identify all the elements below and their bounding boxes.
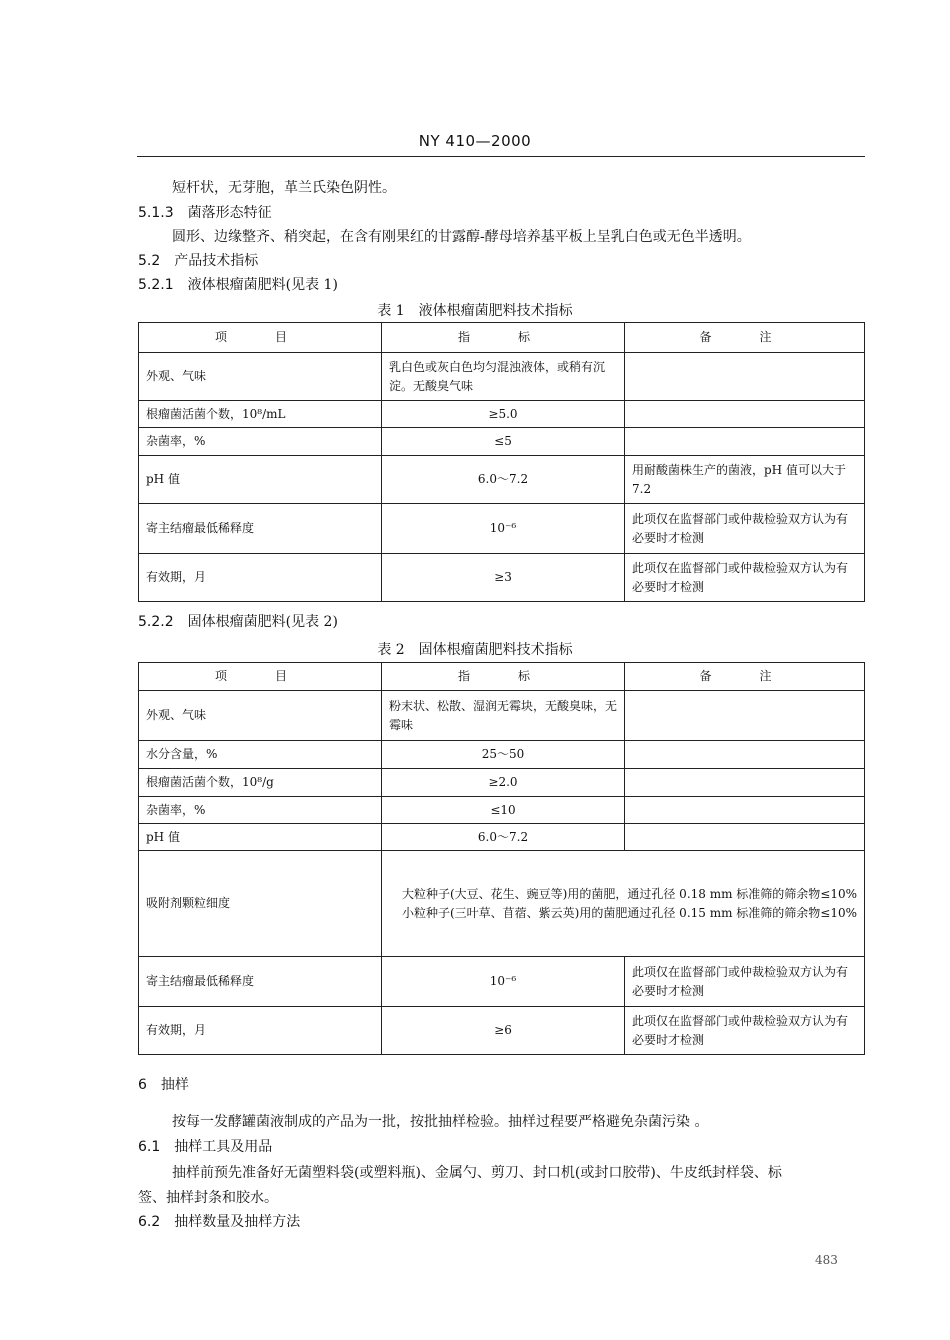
value-cell: 乳白色或灰白色均匀混浊液体，或稍有沉淀。无酸臭气味 <box>382 353 625 401</box>
section-number: 5.2 <box>138 253 161 269</box>
paragraph-line: 抽样前预先准备好无菌塑料袋(或塑料瓶)、金属勺、剪刀、封口机(或封口胶带)、牛皮纸封样袋、标 <box>172 1165 782 1181</box>
value-cell: ≥2.0 <box>382 769 625 797</box>
item-cell: 外观、气味 <box>139 691 382 741</box>
note-cell <box>625 824 865 851</box>
value-cell: ≤10 <box>382 797 625 824</box>
note-cell: 此项仅在监督部门或仲裁检验双方认为有必要时才检测 <box>625 554 865 602</box>
header-rule <box>137 156 865 157</box>
section-number: 6.2 <box>138 1214 161 1230</box>
note-cell <box>625 797 865 824</box>
table-row <box>139 691 865 741</box>
table-1-caption: 表 1 液体根瘤菌肥料技术指标 <box>377 303 573 319</box>
table-row <box>139 456 865 504</box>
column-header: 指 标 <box>382 323 625 353</box>
value-cell: 6.0～7.2 <box>382 824 625 851</box>
item-cell: 有效期，月 <box>139 554 382 602</box>
note-cell <box>625 353 865 401</box>
item-cell: 吸附剂颗粒细度 <box>139 851 382 957</box>
note-cell <box>625 401 865 428</box>
section-number: 6.1 <box>138 1139 161 1155</box>
table-row <box>139 957 865 1007</box>
table-row <box>139 1007 865 1055</box>
table-row <box>139 824 865 851</box>
section-5-2-heading <box>138 252 258 270</box>
table-1 <box>138 322 865 602</box>
page-number: 483 <box>815 1253 838 1267</box>
value-cell: ≥6 <box>382 1007 625 1055</box>
section-6-1-heading <box>138 1138 272 1156</box>
section-number: 6 <box>138 1077 147 1093</box>
note-cell: 此项仅在监督部门或仲裁检验双方认为有必要时才检测 <box>625 1007 865 1055</box>
item-cell: 有效期，月 <box>139 1007 382 1055</box>
table-row <box>139 401 865 428</box>
note-cell: 此项仅在监督部门或仲裁检验双方认为有必要时才检测 <box>625 504 865 554</box>
value-cell: 25～50 <box>382 741 625 769</box>
table-2 <box>138 662 865 1055</box>
value-cell: 粉末状、松散、湿润无霉块，无酸臭味，无霉味 <box>382 691 625 741</box>
note-cell: 此项仅在监督部门或仲裁检验双方认为有必要时才检测 <box>625 957 865 1007</box>
table-row <box>139 504 865 554</box>
text-line: 圆形、边缘整齐、稍突起，在含有刚果红的甘露醇-酵母培养基平板上呈乳白色或无色半透明。 <box>172 229 751 245</box>
table-row <box>139 851 865 957</box>
section-5-2-2-heading <box>138 613 338 631</box>
value-cell: ≤5 <box>382 428 625 456</box>
section-6-heading <box>138 1076 189 1094</box>
section-title: 抽样数量及抽样方法 <box>174 1214 301 1230</box>
item-cell: pH 值 <box>139 456 382 504</box>
item-cell: 寄主结瘤最低稀释度 <box>139 957 382 1007</box>
section-number: 5.2.1 <box>138 277 174 293</box>
text-line: 短杆状，无芽胞，革兰氏染色阴性。 <box>172 180 396 196</box>
value-cell: ≥3 <box>382 554 625 602</box>
table-2-caption: 表 2 固体根瘤菌肥料技术指标 <box>377 642 573 658</box>
table-row <box>139 353 865 401</box>
item-cell: 外观、气味 <box>139 353 382 401</box>
column-header: 备 注 <box>625 663 865 691</box>
column-header: 备 注 <box>625 323 865 353</box>
item-cell: 杂菌率，% <box>139 797 382 824</box>
column-header: 指 标 <box>382 663 625 691</box>
table-row <box>139 554 865 602</box>
note-cell <box>625 691 865 741</box>
column-header: 项 目 <box>139 323 382 353</box>
section-5-2-1-heading <box>138 276 338 294</box>
note-cell <box>625 769 865 797</box>
column-header: 项 目 <box>139 663 382 691</box>
value-cell: 10⁻⁶ <box>382 504 625 554</box>
item-cell: 杂菌率，% <box>139 428 382 456</box>
value-line-large-seed: 大粒种子(大豆、花生、豌豆等)用的菌肥，通过孔径 0.18 mm 标准筛的筛余物≤10% <box>402 886 858 901</box>
section-title: 液体根瘤菌肥料(见表 1) <box>187 277 338 293</box>
value-cell-merged <box>382 851 865 957</box>
paragraph-line: 签、抽样封条和胶水。 <box>138 1190 278 1206</box>
item-cell: 水分含量，% <box>139 741 382 769</box>
section-title: 抽样 <box>160 1077 189 1093</box>
value-cell: ≥5.0 <box>382 401 625 428</box>
note-cell <box>625 428 865 456</box>
value-line-small-seed: 小粒种子(三叶草、苜蓿、紫云英)用的菌肥通过孔径 0.15 mm 标准筛的筛余物≤10% <box>402 905 858 920</box>
standard-number: NY 410—2000 <box>418 132 532 150</box>
table-header-row <box>139 323 865 353</box>
table-header-row <box>139 663 865 691</box>
section-title: 抽样工具及用品 <box>174 1139 273 1155</box>
section-6-2-heading <box>138 1213 300 1231</box>
section-5-1-3-heading <box>138 204 272 222</box>
section-title: 产品技术指标 <box>174 253 259 269</box>
table-row <box>139 741 865 769</box>
table-row <box>139 797 865 824</box>
section-title: 固体根瘤菌肥料(见表 2) <box>187 614 338 630</box>
item-cell: pH 值 <box>139 824 382 851</box>
table-row <box>139 428 865 456</box>
section-number: 5.2.2 <box>138 614 174 630</box>
item-cell: 寄主结瘤最低稀释度 <box>139 504 382 554</box>
value-cell: 6.0～7.2 <box>382 456 625 504</box>
item-cell: 根瘤菌活菌个数，10⁸/mL <box>139 401 382 428</box>
paragraph: 按每一发酵罐菌液制成的产品为一批，按批抽样检验。抽样过程要严格避免杂菌污染 。 <box>172 1114 709 1130</box>
section-number: 5.1.3 <box>138 205 174 221</box>
note-cell <box>625 741 865 769</box>
table-row <box>139 769 865 797</box>
item-cell: 根瘤菌活菌个数，10⁸/g <box>139 769 382 797</box>
section-title: 菌落形态特征 <box>187 205 272 221</box>
value-cell: 10⁻⁶ <box>382 957 625 1007</box>
note-cell: 用耐酸菌株生产的菌液，pH 值可以大于 7.2 <box>625 456 865 504</box>
